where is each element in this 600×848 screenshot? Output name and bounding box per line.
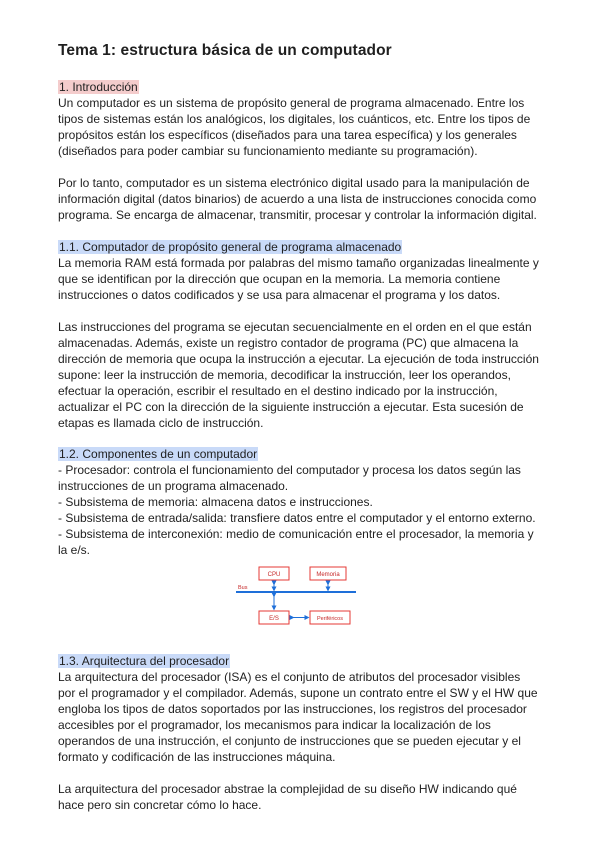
text-line: tipos de sistemas están los analógicos, los digitales, los cuánticos, etc. Entre los tipos de xyxy=(58,112,531,126)
text-line: programa. Se encarga de almacenar, transmitir, procesar y controlar la información digital. xyxy=(58,208,537,222)
section-heading-1-1: 1.1. Computador de propósito general de programa almacenado xyxy=(59,240,402,254)
paragraph xyxy=(58,319,548,431)
section-heading-introduccion: 1. Introducción xyxy=(59,80,138,94)
list-item: instrucciones de un programa almacenado. xyxy=(58,479,289,493)
text-line: operandos de una instrucción, el conjunto de instrucciones que se pueden ejecutar y el xyxy=(58,734,521,748)
text-line: supone: leer la instrucción de memoria, decodificar la instrucción, leer los operandos, xyxy=(58,368,511,382)
paragraph xyxy=(58,781,548,813)
memoria-label: Memoria xyxy=(316,572,340,578)
text-line: almacenadas. Además, existe un registro contador de programa (PC) que almacena la xyxy=(58,336,519,350)
list-item: - Procesador: controla el funcionamiento del computador y procesa los datos según las xyxy=(58,463,521,477)
text-line: Un computador es un sistema de propósito general de programa almacenado. Entre los xyxy=(58,96,525,110)
es-label: E/S xyxy=(269,616,279,622)
text-line: La arquitectura del procesador abstrae la complejidad de su diseño HW indicando qué xyxy=(58,782,517,796)
text-line: información digital (datos binarios) de acuerdo a una lista de instrucciones conocida como xyxy=(58,192,537,206)
text-line: actualizar el PC con la dirección de la siguiente instrucción a ejecutar. Esta sucesión de xyxy=(58,400,524,414)
paragraph xyxy=(58,255,548,303)
diagram-svg xyxy=(226,556,362,632)
computer-components-diagram xyxy=(226,556,362,632)
page-title: Tema 1: estructura básica de un computador xyxy=(58,42,392,59)
text-line: efectuar la operación, escribir el resultado en el destino indicado por la instrucción, xyxy=(58,384,498,398)
text-line: por el programador y el compilador. Además, supone un contrato entre el SW y el HW que xyxy=(58,686,538,700)
bus-label: Bus xyxy=(238,585,248,591)
list-item: la e/s. xyxy=(58,543,91,557)
text-line: La arquitectura del procesador (ISA) es el conjunto de atributos del procesador visibles xyxy=(58,670,521,684)
perifericos-label: Periféricos xyxy=(317,616,343,622)
list-item: - Subsistema de interconexión: medio de comunicación entre el procesador, la memoria y xyxy=(58,527,534,541)
text-line: engloba los tipos de datos soportados por las instrucciones, los registros del procesador xyxy=(58,702,527,716)
text-line: hace pero sin concretar cómo lo hace. xyxy=(58,798,262,812)
paragraph xyxy=(58,669,548,765)
section-1-1 xyxy=(58,239,548,431)
text-line: etapas es llamada ciclo de instrucción. xyxy=(58,416,264,430)
list-item: - Subsistema de memoria: almacena datos e instrucciones. xyxy=(58,495,373,509)
text-line: que se identifican por la dirección que ocupan en la memoria. La memoria contiene xyxy=(58,272,501,286)
cpu-label: CPU xyxy=(267,572,281,578)
text-line: La memoria RAM está formada por palabras del mismo tamaño organizadas linealmente y xyxy=(58,256,539,270)
text-line: Las instrucciones del programa se ejecutan secuencialmente en el orden en el que están xyxy=(58,320,532,334)
paragraph xyxy=(58,175,548,223)
text-line: Por lo tanto, computador es un sistema electrónico digital usado para la manipulación de xyxy=(58,176,530,190)
text-line: formato y codificación de las instrucciones máquina. xyxy=(58,750,336,764)
text-line: propósitos están los específicos (diseñados para una tarea específica) y los generales xyxy=(58,128,517,142)
section-1-2 xyxy=(58,446,548,558)
paragraph xyxy=(58,462,548,558)
text-line: instrucciones o datos codificados y se usa para almacenar el programa y los datos. xyxy=(58,288,501,302)
section-1-3 xyxy=(58,653,548,813)
section-heading-1-3: 1.3. Arquitectura del procesador xyxy=(59,654,230,668)
text-line: accesibles por el programador, los mecanismos para indicar la localización de los xyxy=(58,718,491,732)
text-line: (diseñados para poder cambiar su funcionamiento mediante su programación). xyxy=(58,144,478,158)
paragraph xyxy=(58,95,548,159)
list-item: - Subsistema de entrada/salida: transfiere datos entre el computador y el entorno externo. xyxy=(58,511,536,525)
text-line: dirección de memoria que ocupa la instrucción a ejecutar. La ejecución de toda instrucción xyxy=(58,352,539,366)
section-heading-1-2: 1.2. Componentes de un computador xyxy=(59,447,258,461)
section-introduccion xyxy=(58,79,548,223)
